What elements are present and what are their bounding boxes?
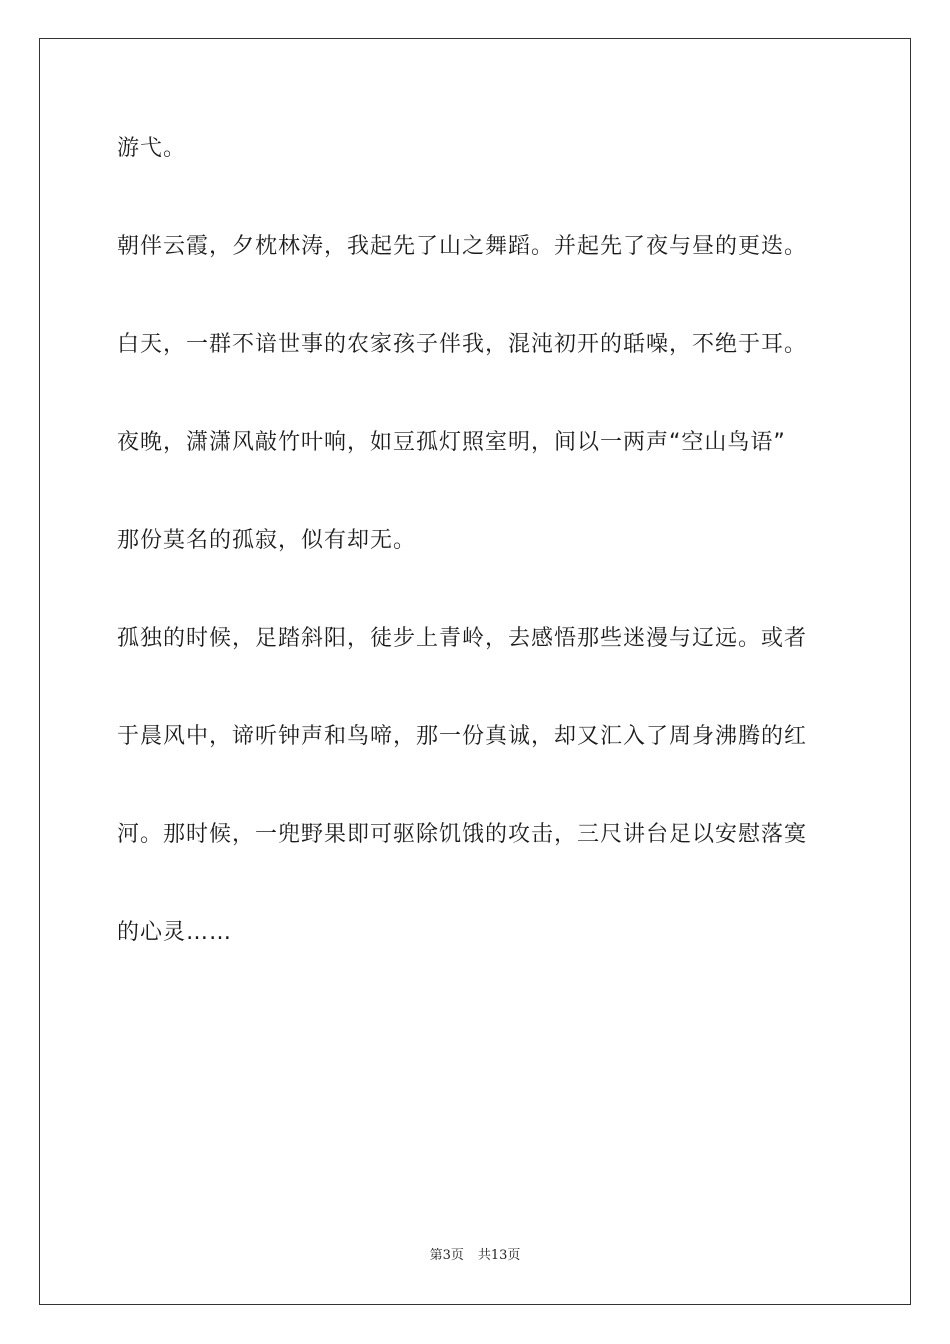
body-text-line: 的心灵……: [117, 920, 233, 945]
page-number: 第3页: [429, 1248, 464, 1263]
body-text-line: 朝伴云霞，夕枕林涛，我起先了山之舞蹈。并起先了夜与昼的更迭。: [117, 234, 808, 259]
body-text-line: 游弋。: [117, 136, 187, 161]
body-text-line: 夜晚，潇潇风敲竹叶响，如豆孤灯照室明，间以一两声“空山鸟语”: [117, 430, 786, 455]
page-border: [39, 38, 911, 1305]
body-text-line: 于晨风中，谛听钟声和鸟啼，那一份真诚，却又汇入了周身沸腾的红: [117, 724, 808, 749]
body-text-line: 那份莫名的孤寂，似有却无。: [117, 528, 417, 553]
body-text-line: 孤独的时候，足踏斜阳，徒步上青岭，去感悟那些迷漫与辽远。或者: [117, 626, 808, 651]
page-total: 共13页: [477, 1248, 521, 1263]
body-text-line: 白天，一群不谙世事的农家孩子伴我，混沌初开的聒噪，不绝于耳。: [117, 332, 808, 357]
body-text-line: 河。那时候，一兜野果即可驱除饥饿的攻击，三尺讲台足以安慰落寞: [117, 822, 808, 847]
page-footer: [0, 1246, 950, 1266]
